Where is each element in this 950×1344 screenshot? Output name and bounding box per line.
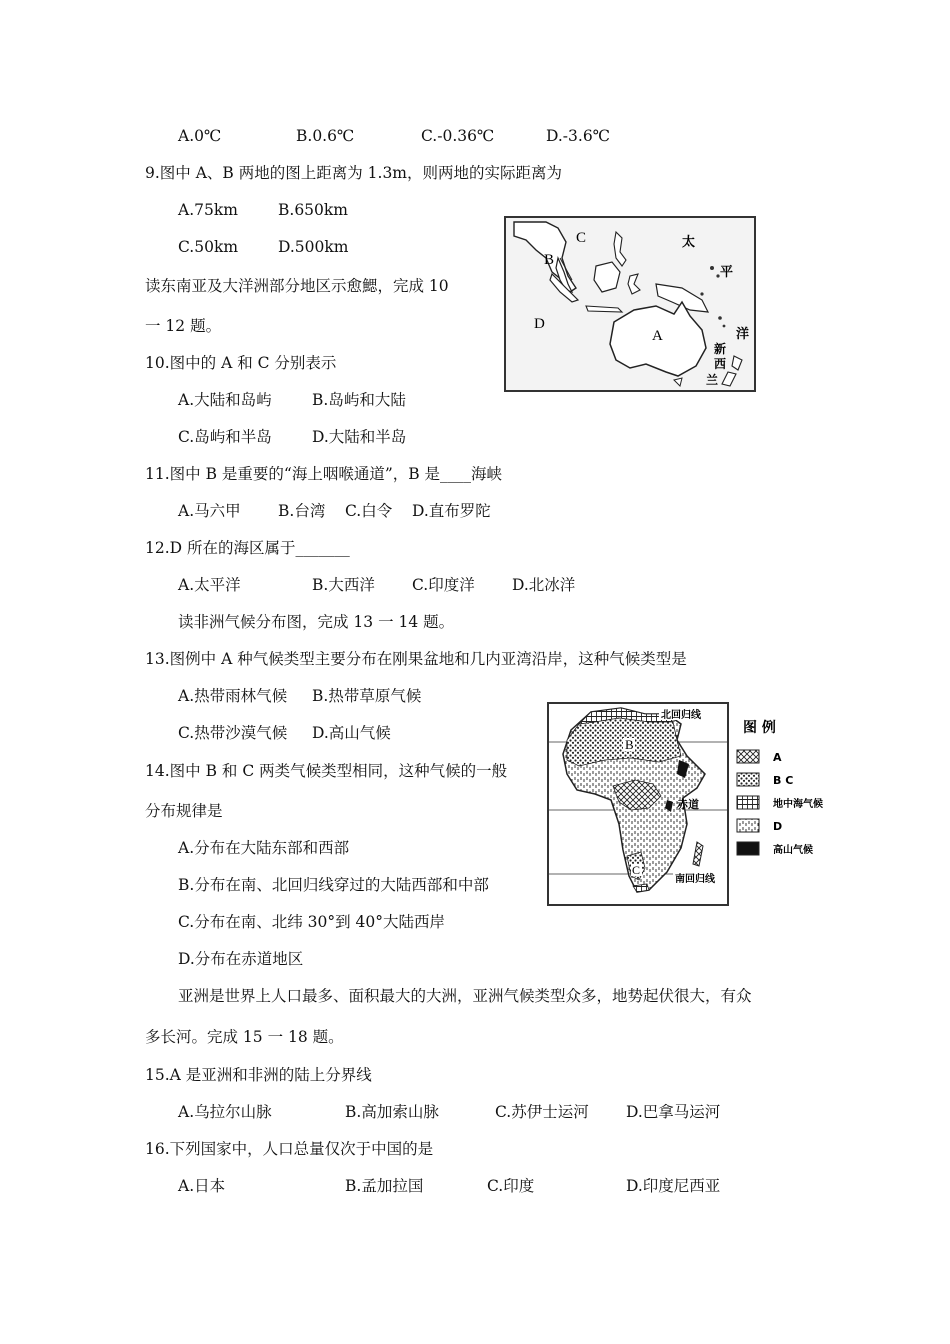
q15-option-a: A.乌拉尔山脉 xyxy=(178,1103,272,1121)
q10-option-d: D.大陆和半岛 xyxy=(312,428,407,446)
map2-label-b: B xyxy=(625,737,634,752)
q12-option-b: B.大西洋 xyxy=(312,576,375,594)
map1-label-tai: 太 xyxy=(682,235,696,250)
map1-label-ping: 平 xyxy=(720,265,734,280)
q14-stem-line1: 14.图中 B 和 C 两类气候类型相同，这种气候的一般 xyxy=(145,762,508,780)
q11-stem: 11.图中 B 是重要的“海上咽喉通道”，B 是____海峡 xyxy=(145,465,503,483)
q15-option-c: C.苏伊士运河 xyxy=(495,1103,589,1121)
map1-label-a: A xyxy=(652,328,663,344)
q15-option-b: B.高加索山脉 xyxy=(345,1103,439,1121)
q11-option-b: B.台湾 xyxy=(278,502,326,520)
map1-label-b: B xyxy=(544,252,555,268)
q16-option-b: B.孟加拉国 xyxy=(345,1177,424,1195)
q10-option-b: B.岛屿和大陆 xyxy=(312,391,406,409)
legend-a: A xyxy=(773,751,782,764)
q9-stem: 9.图中 A、B 两地的图上距离为 1.3m，则两地的实际距离为 xyxy=(145,164,563,182)
intro-15-18-line1: 亚洲是世界上人口最多、面积最大的大洲，亚洲气候类型众多，地势起伏很大，有众 xyxy=(178,987,752,1005)
q8-option-b: B.0.6℃ xyxy=(296,127,355,145)
intro-15-18-line2: 多长河。完成 15 一 18 题。 xyxy=(145,1028,344,1046)
intro-10-12-line1: 读东南亚及大洋洲部分地区示愈鰓，完成 10 xyxy=(145,277,449,295)
q9-option-a: A.75km xyxy=(178,201,238,219)
africa-climate-map xyxy=(547,702,729,906)
map1-label-xi: 西 xyxy=(714,357,727,371)
q10-option-c: C.岛屿和半岛 xyxy=(178,428,272,446)
q16-stem: 16.下列国家中，人口总量仅次于中国的是 xyxy=(145,1140,434,1158)
q16-option-c: C.印度 xyxy=(487,1177,535,1195)
q13-option-a: A.热带雨林气候 xyxy=(178,687,288,705)
map2-label-c: C xyxy=(632,863,641,877)
map2-label-tropic-capricorn: 南回归线 xyxy=(675,874,715,885)
q13-option-d: D.高山气候 xyxy=(312,724,391,742)
map2-label-tropic-cancer: 北回归线 xyxy=(661,710,701,721)
map1-label-xin: 新 xyxy=(714,342,727,356)
q10-option-a: A.大陆和岛屿 xyxy=(178,391,272,409)
q16-option-a: A.日本 xyxy=(178,1177,226,1195)
q14-option-b: B.分布在南、北回归线穿过的大陆西部和中部 xyxy=(178,876,489,894)
intro-13-14: 读非洲气候分布图，完成 13 一 14 题。 xyxy=(178,613,455,631)
q11-option-d: D.直布罗陀 xyxy=(412,502,491,520)
legend-mediterranean: 地中海气候 xyxy=(773,799,823,810)
q13-option-c: C.热带沙漠气候 xyxy=(178,724,288,742)
q9-option-d: D.500km xyxy=(278,238,349,256)
q12-option-d: D.北冰洋 xyxy=(512,576,576,594)
q15-stem: 15.A 是亚洲和非洲的陆上分界线 xyxy=(145,1066,372,1084)
q8-option-c: C.-0.36℃ xyxy=(421,127,495,145)
q9-option-c: C.50km xyxy=(178,238,239,256)
legend-title: 图 例 xyxy=(743,720,776,736)
q13-stem: 13.图例中 A 种气候类型主要分布在刚果盆地和几内亚湾沿岸，这种气候类型是 xyxy=(145,650,687,668)
q11-option-c: C.白令 xyxy=(345,502,393,520)
map2-label-equator: 赤道 xyxy=(677,798,699,811)
legend-highland: 高山气候 xyxy=(773,845,813,856)
map1-label-yang: 洋 xyxy=(736,327,750,342)
q8-option-a: A.0℃ xyxy=(178,127,222,145)
q11-option-a: A.马六甲 xyxy=(178,502,241,520)
q9-option-b: B.650km xyxy=(278,201,348,219)
southeast-asia-oceania-map xyxy=(504,216,756,392)
q10-stem: 10.图中的 A 和 C 分别表示 xyxy=(145,354,337,372)
q14-option-c: C.分布在南、北纬 30°到 40°大陆西岸 xyxy=(178,913,446,931)
map1-label-lan: 兰 xyxy=(706,373,719,387)
legend-d: D xyxy=(773,820,783,833)
q16-option-d: D.印度尼西亚 xyxy=(626,1177,721,1195)
q15-option-d: D.巴拿马运河 xyxy=(626,1103,721,1121)
intro-10-12-line2: 一 12 题。 xyxy=(145,317,222,335)
q12-option-a: A.太平洋 xyxy=(178,576,241,594)
legend-bc: B C xyxy=(773,774,794,787)
map1-label-c: C xyxy=(576,230,587,246)
q14-option-d: D.分布在赤道地区 xyxy=(178,950,304,968)
africa-map-legend xyxy=(735,712,845,862)
q14-stem-line2: 分布规律是 xyxy=(145,802,223,820)
q12-stem: 12.D 所在的海区属于_______ xyxy=(145,539,350,557)
q12-option-c: C.印度洋 xyxy=(412,576,475,594)
map1-label-d: D xyxy=(534,316,545,332)
q14-option-a: A.分布在大陆东部和西部 xyxy=(178,839,350,857)
q8-option-d: D.-3.6℃ xyxy=(546,127,611,145)
q13-option-b: B.热带草原气候 xyxy=(312,687,422,705)
